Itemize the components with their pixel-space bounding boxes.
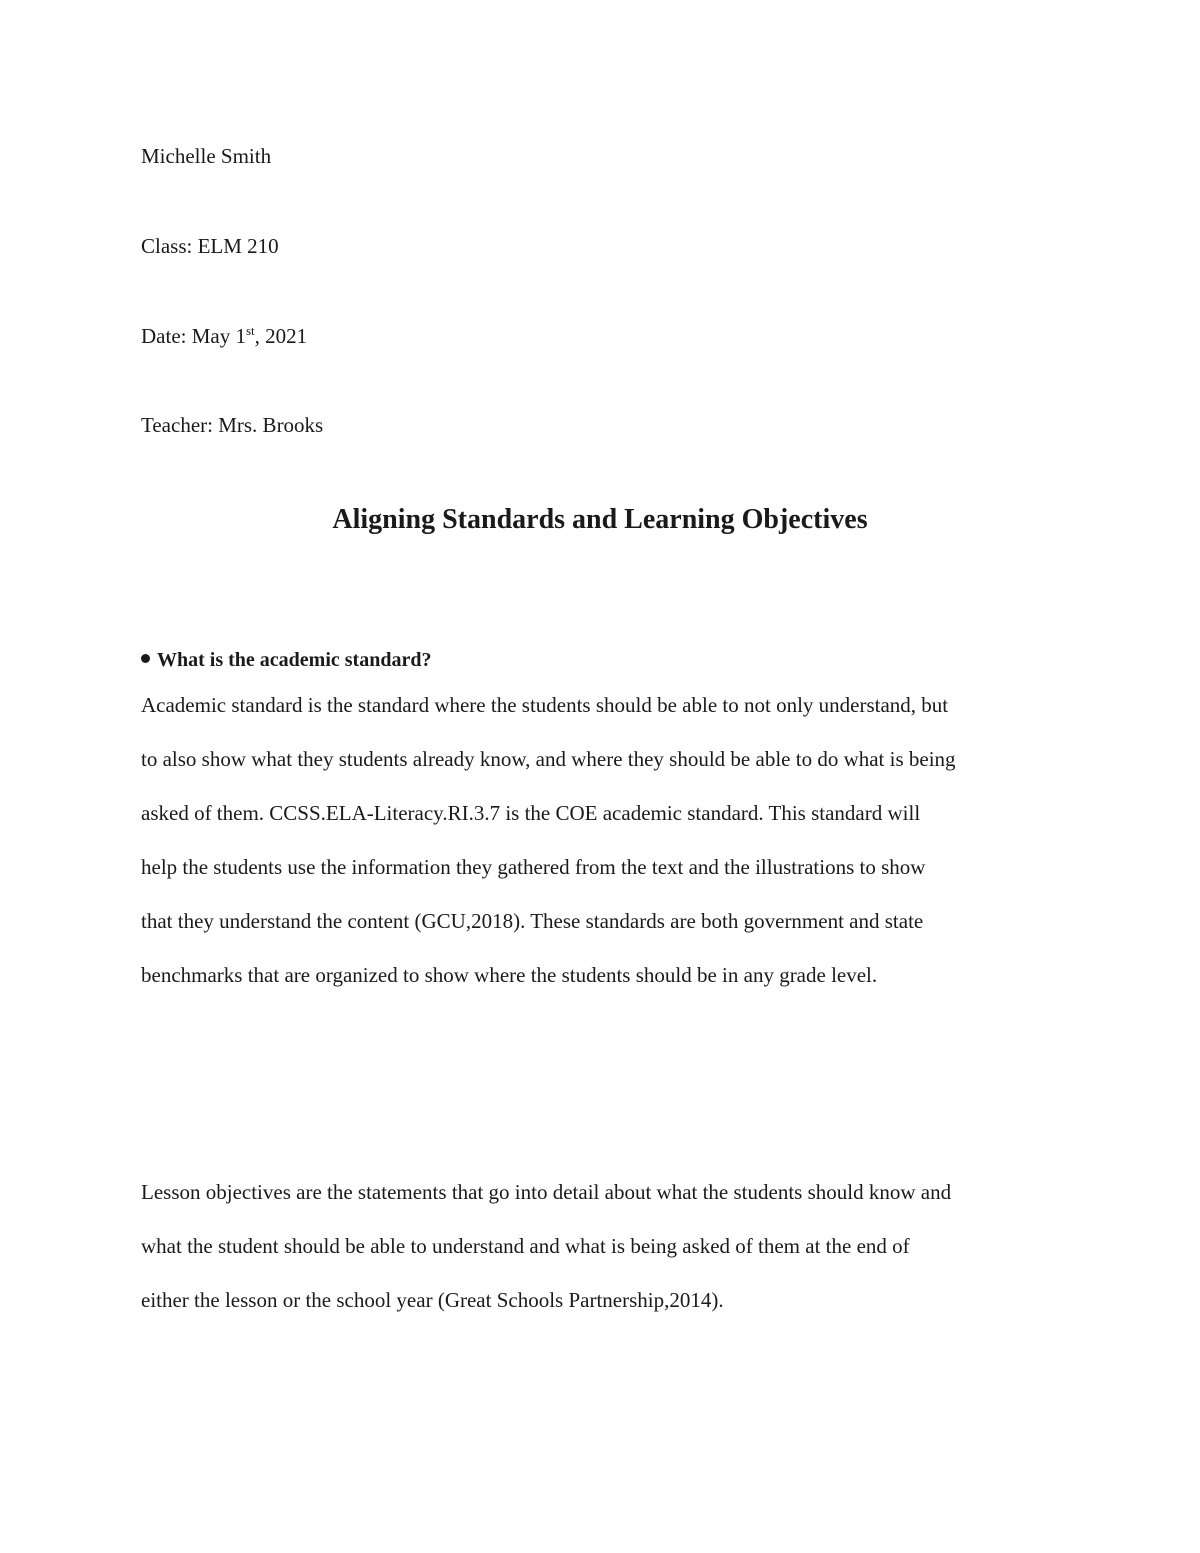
paragraph-line: help the students use the information they gathered from the text and the illustrations to show: [141, 855, 926, 879]
paragraph-line: Lesson objectives are the statements that go into detail about what the students should know and: [141, 1180, 952, 1204]
paragraph-line: Academic standard is the standard where the students should be able to not only understand, but: [141, 693, 949, 717]
date-line: [141, 324, 307, 348]
paragraph-line: either the lesson or the school year (Great Schools Partnership,2014).: [141, 1288, 724, 1312]
paragraph-line: benchmarks that are organized to show where the students should be in any grade level.: [141, 963, 878, 987]
date-superscript: st: [245, 323, 255, 338]
paragraph-line: asked of them. CCSS.ELA-Literacy.RI.3.7 is the COE academic standard. This standard will: [141, 801, 921, 825]
section-heading: [141, 648, 431, 672]
date-suffix: , 2021: [254, 324, 308, 348]
section-heading-text: What is the academic standard?: [157, 649, 432, 671]
paragraph-line: what the student should be able to understand and what is being asked of them at the end of: [141, 1234, 910, 1258]
paragraph-line: to also show what they students already know, and where they should be able to do what is being: [141, 747, 956, 771]
paragraph-line: that they understand the content (GCU,2018). These standards are both government and state: [141, 909, 924, 933]
teacher-line: Teacher: Mrs. Brooks: [141, 413, 324, 437]
bullet-icon: [141, 654, 150, 663]
class-line: Class: ELM 210: [141, 234, 279, 258]
document-title: Aligning Standards and Learning Objectives: [332, 504, 868, 535]
date-prefix: Date: May 1: [141, 324, 246, 348]
author-name: Michelle Smith: [141, 144, 272, 168]
